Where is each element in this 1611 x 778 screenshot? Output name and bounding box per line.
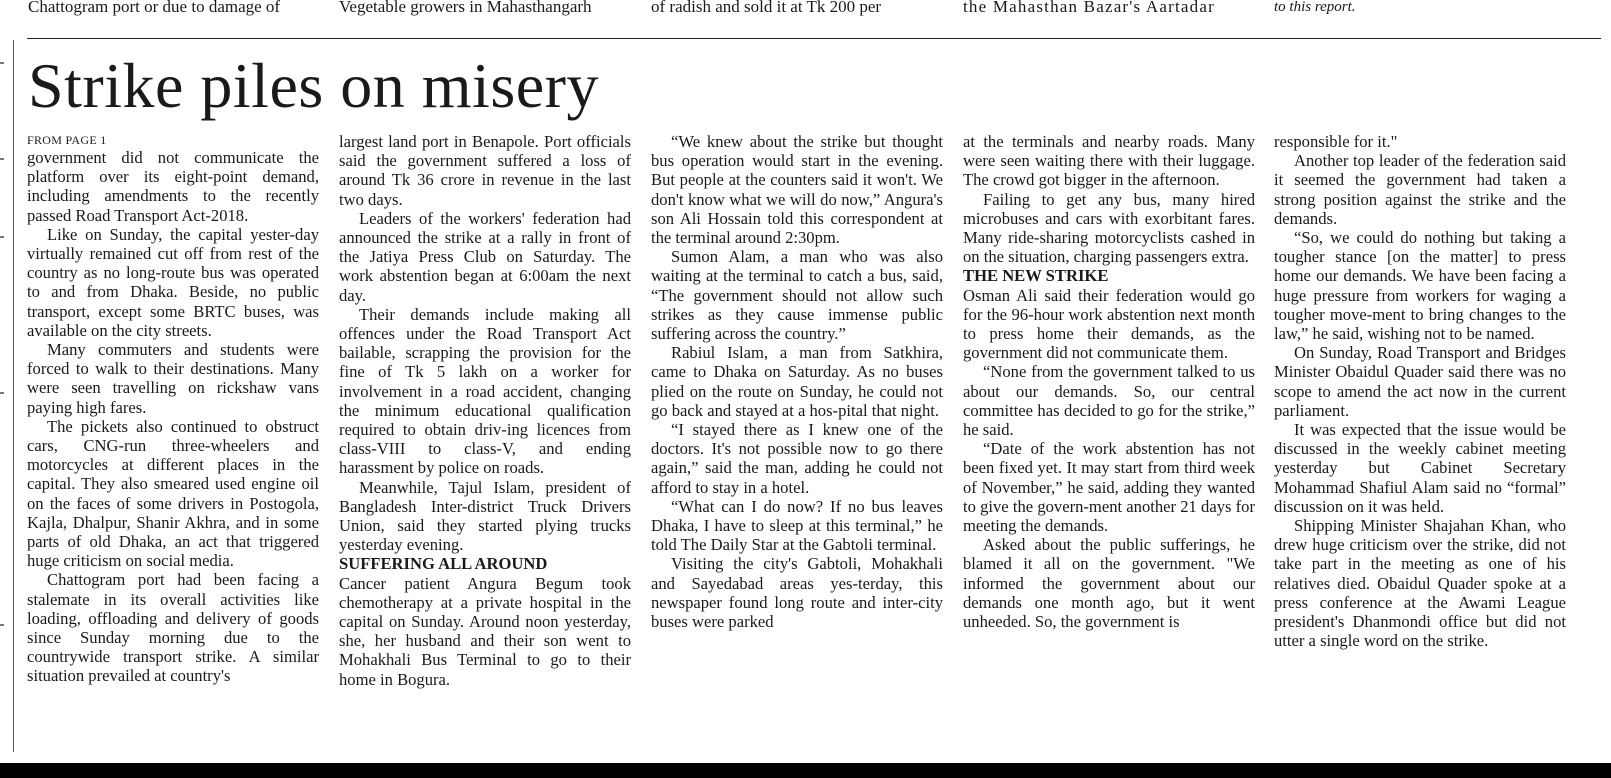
paragraph: at the terminals and nearby roads. Many were seen waiting there with their luggage. The crowd got bigger in the afternoon. bbox=[963, 132, 1255, 190]
paragraph: Chattogram port had been facing a stalemate in its overall activities like loading, offloading and delivery of goods since Sunday morning due to the countrywide transport strike. A similar situation prevailed at country's bbox=[27, 570, 319, 686]
article-column-3 bbox=[651, 132, 943, 764]
paragraph: Cancer patient Angura Begum took chemotherapy at a private hospital in the capital on Sunday. Around noon yesterday, she, her husband and their son went to Mohakhali Bus Terminal to go to their home in Bogura. bbox=[339, 573, 631, 689]
paragraph: Osman Ali said their federation would go for the 96-hour work abstention next month to press home their demands, as the government did not communicate them. bbox=[963, 285, 1255, 363]
paragraph: Visiting the city's Gabtoli, Mohakhali and Sayedabad areas yes-terday, this newspaper found long route and inter-city buses were parked bbox=[651, 554, 943, 632]
subhead: THE NEW STRIKE bbox=[963, 266, 1109, 286]
section-divider bbox=[27, 38, 1601, 39]
paragraph: Meanwhile, Tajul Islam, president of Bangladesh Inter-district Truck Drivers Union, said they started plying trucks yesterday evening. bbox=[339, 477, 631, 555]
paragraph: The pickets also continued to obstruct cars, CNG-run three-wheelers and motorcycles at different places in the capital. They also smeared used engine oil on the faces of some drivers in Postogola, Kajla, Dhalpur, Shanir Akhra, and in some parts of old Dhaka, an act that triggered huge criticism on social media. bbox=[27, 416, 319, 571]
paragraph: Like on Sunday, the capital yester-day virtually remained cut off from rest of the country as no long-route bus was operated to and from Dhaka. Beside, no public transport, except some BRTC buses, was available on the city streets. bbox=[27, 224, 319, 340]
top-fragment: of radish and sold it at Tk 200 per bbox=[651, 0, 882, 16]
paragraph: Sumon Alam, a man who was also waiting at the terminal to catch a bus, said, “The government should not allow such strikes as they cause immense public suffering across the country.” bbox=[651, 247, 943, 344]
paragraph: Leaders of the workers' federation had announced the strike at a rally in front of the Jatiya Press Club on Saturday. The work abstention began at 6:00am the next day. bbox=[339, 208, 631, 305]
gutter-mark bbox=[0, 392, 4, 394]
paragraph: Their demands include making all offences under the Road Transport Act bailable, scrapping the provision for the fine of Tk 5 lakh on a worker for involvement in a road accident, changing the minimum educational qualification required to obtain driv-ing licences from class-VIII to class-V, and ending harassment by police on roads. bbox=[339, 304, 631, 478]
paragraph: Another top leader of the federation said it seemed the government had taken a strong position against the strike and the demands. bbox=[1274, 151, 1566, 228]
paragraph: “I stayed there as I knew one of the doctors. It's not possible now to go there again,” said the man, adding he could not afford to stay in a hotel. bbox=[651, 420, 943, 497]
top-fragment: Chattogram port or due to damage of bbox=[28, 0, 281, 16]
article-column-2 bbox=[339, 132, 631, 764]
previous-story-strip bbox=[0, 0, 1611, 22]
gutter-line bbox=[13, 40, 14, 752]
paragraph: government did not communicate the platform over its eight-point demand, including amendments to the recently passed Road Transport Act-2018. bbox=[27, 148, 319, 225]
paragraph: Rabiul Islam, a man from Satkhira, came to Dhaka on Saturday. As no buses plied on the route on Sunday, he could not go back and stayed at a hos-pital that night. bbox=[651, 343, 943, 420]
top-fragment: the Mahasthan Bazar's Aartadar bbox=[963, 0, 1215, 16]
paragraph: responsible for it." bbox=[1274, 132, 1398, 151]
paragraph: “So, we could do nothing but taking a tougher stance [on the matter] to press home our demands. We have been facing a huge pressure from workers for waging a tougher move-ment to bring changes to the law,” he said, wishing not to be named. bbox=[1274, 228, 1566, 344]
paragraph: On Sunday, Road Transport and Bridges Minister Obaidul Quader said there was no scope to amend the act now in the current parliament. bbox=[1274, 343, 1566, 420]
continuation-kicker: FROM PAGE 1 bbox=[27, 133, 107, 147]
paragraph: Many commuters and students were forced to walk to their destinations. Many were seen travelling on rickshaw vans paying high fares. bbox=[27, 340, 319, 417]
paragraph: “We knew about the strike but thought bus operation would start in the evening. But people at the counters said it won't. We don't know what we will do now,” Angura's son Ali Hossain told this correspondent at the terminal around 2:30pm. bbox=[651, 132, 943, 248]
top-fragment: to this report. bbox=[1274, 0, 1356, 15]
gutter-mark bbox=[0, 158, 4, 160]
paragraph: Shipping Minister Shajahan Khan, who drew huge criticism over the strike, did not take part in the meeting as one of his relatives died. Obaidul Quader spoke at a press conference at the Awami League president's Dhanmondi office but did not utter a single word on the strike. bbox=[1274, 516, 1566, 651]
scan-edge bbox=[0, 763, 1611, 778]
paragraph: It was expected that the issue would be discussed in the weekly cabinet meeting yesterday but Cabinet Secretary Mohammad Shafiul Alam said no “formal” discussion on it was held. bbox=[1274, 420, 1566, 516]
paragraph: Asked about the public sufferings, he blamed it all on the government. "We informed the government about our demands one month ago, but it went unheeded. So, the government is bbox=[963, 535, 1255, 632]
gutter-mark bbox=[0, 624, 4, 626]
paragraph: largest land port in Benapole. Port officials said the government suffered a loss of around Tk 36 crore in revenue in the last two days. bbox=[339, 132, 631, 209]
article-column-1 bbox=[27, 132, 319, 764]
subhead: SUFFERING ALL AROUND bbox=[339, 554, 548, 574]
gutter-mark bbox=[0, 236, 4, 238]
paragraph: Failing to get any bus, many hired microbuses and cars with exorbitant fares. Many ride-sharing motorcyclists cashed in on the situation, charging passengers extra. bbox=[963, 189, 1255, 267]
article-column-4 bbox=[963, 132, 1255, 764]
gutter-mark bbox=[0, 62, 4, 64]
paragraph: “None from the government talked to us about our demands. So, our central committee has decided to go for the strike,” he said. bbox=[963, 362, 1255, 440]
headline: Strike piles on misery bbox=[28, 50, 599, 121]
page-gutter bbox=[0, 40, 16, 760]
article-column-5 bbox=[1274, 132, 1566, 764]
paragraph: “Date of the work abstention has not been fixed yet. It may start from third week of November,” he said, adding they wanted to give the govern-ment another 21 days for meeting the demands. bbox=[963, 439, 1255, 536]
paragraph: “What can I do now? If no bus leaves Dhaka, I have to sleep at this terminal,” he told The Daily Star at the Gabtoli terminal. bbox=[651, 496, 943, 555]
top-fragment: Vegetable growers in Mahasthangarh bbox=[339, 0, 592, 16]
